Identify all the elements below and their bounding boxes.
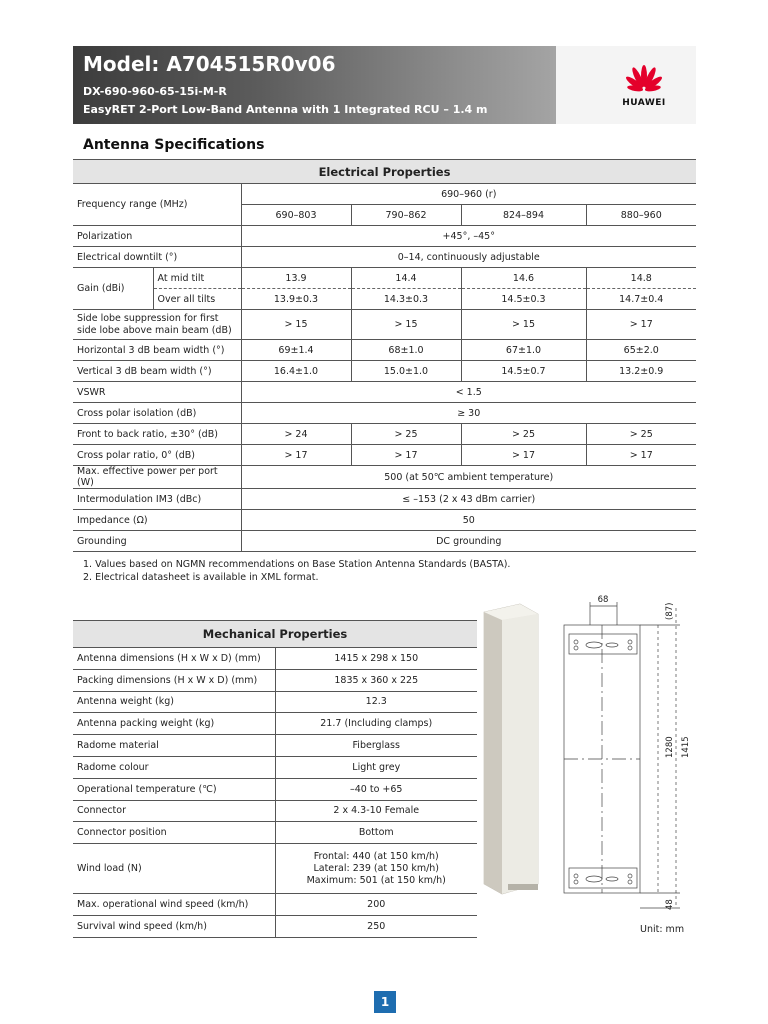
vswr-value: < 1.5: [241, 382, 696, 403]
wind-load-line: Frontal: 440 (at 150 km/h): [313, 850, 439, 862]
dim-bottom-label: 48: [665, 899, 675, 910]
sidelobe-cell: > 15: [351, 310, 461, 340]
polarization-value: +45°, –45°: [241, 226, 696, 247]
mech-value: –40 to +65: [275, 778, 477, 800]
xpol-value: ≥ 30: [241, 403, 696, 424]
gain-all-cell: 14.3±0.3: [351, 289, 461, 310]
hbeam-cell: 69±1.4: [241, 340, 351, 361]
grounding-label: Grounding: [73, 531, 241, 552]
vswr-label: VSWR: [73, 382, 241, 403]
gain-all-cell: 14.5±0.3: [461, 289, 586, 310]
mech-label: Operational temperature (℃): [73, 778, 275, 800]
impedance-label: Impedance (Ω): [73, 510, 241, 531]
model-title: Model: A704515R0v06: [83, 52, 336, 76]
band-cell: 690–803: [241, 205, 351, 226]
cpr-cell: > 17: [351, 445, 461, 466]
wind-load-label: Wind load (N): [73, 844, 275, 894]
electrical-heading: Electrical Properties: [73, 160, 696, 184]
footnote: 1. Values based on NGMN recommendations on Base Station Antenna Standards (BASTA).: [83, 559, 511, 570]
mech-label: Survival wind speed (km/h): [73, 915, 275, 937]
vbeam-label: Vertical 3 dB beam width (°): [73, 361, 241, 382]
model-description: EasyRET 2-Port Low-Band Antenna with 1 Integrated RCU – 1.4 m: [83, 103, 488, 116]
hbeam-label: Horizontal 3 dB beam width (°): [73, 340, 241, 361]
mechanical-heading: Mechanical Properties: [73, 621, 477, 648]
polarization-label: Polarization: [73, 226, 241, 247]
gain-label: Gain (dBi): [73, 268, 153, 310]
antenna-outline: [564, 602, 680, 908]
gain-mid-cell: 14.4: [351, 268, 461, 289]
vbeam-cell: 16.4±1.0: [241, 361, 351, 382]
gain-mid-cell: 14.8: [586, 268, 696, 289]
electrical-properties-table: [73, 159, 696, 552]
mech-label: Antenna weight (kg): [73, 691, 275, 713]
gain-mid-cell: 13.9: [241, 268, 351, 289]
mech-value: 12.3: [275, 691, 477, 713]
freq-label: Frequency range (MHz): [73, 184, 241, 226]
mech-label: Radome material: [73, 735, 275, 757]
antenna-drawing: [480, 590, 700, 940]
xpol-label: Cross polar isolation (dB): [73, 403, 241, 424]
header-logo-panel: [556, 46, 696, 124]
mech-value: 1415 x 298 x 150: [275, 648, 477, 670]
im3-label: Intermodulation IM3 (dBc): [73, 489, 241, 510]
mech-value: Bottom: [275, 822, 477, 844]
gain-mid-cell: 14.6: [461, 268, 586, 289]
band-cell: 880–960: [586, 205, 696, 226]
cpr-cell: > 17: [461, 445, 586, 466]
mech-label: Radome colour: [73, 756, 275, 778]
hbeam-cell: 65±2.0: [586, 340, 696, 361]
cpr-label: Cross polar ratio, 0° (dB): [73, 445, 241, 466]
cpr-cell: > 17: [241, 445, 351, 466]
wind-load-value: [275, 844, 477, 894]
ftb-cell: > 24: [241, 424, 351, 445]
mech-label: Max. operational wind speed (km/h): [73, 894, 275, 916]
mech-label: Connector position: [73, 822, 275, 844]
downtilt-value: 0–14, continuously adjustable: [241, 247, 696, 268]
brand-name: HUAWEI: [622, 98, 666, 108]
sidelobe-cell: > 15: [241, 310, 351, 340]
freq-total: 690–960 (r): [241, 184, 696, 205]
gain-mid-label: At mid tilt: [153, 268, 241, 289]
downtilt-label: Electrical downtilt (°): [73, 247, 241, 268]
dim-mid-label: 1280: [665, 736, 675, 758]
band-cell: 824–894: [461, 205, 586, 226]
mech-value: 21.7 (Including clamps): [275, 713, 477, 735]
mech-label: Connector: [73, 800, 275, 822]
footnotes: [83, 558, 510, 584]
ftb-cell: > 25: [586, 424, 696, 445]
power-label: Max. effective power per port (W): [73, 466, 241, 489]
unit-label: Unit: mm: [640, 924, 685, 935]
sidelobe-label: [73, 310, 241, 340]
sidelobe-cell: > 15: [461, 310, 586, 340]
gain-all-cell: 14.7±0.4: [586, 289, 696, 310]
sidelobe-label-line2: side lobe above main beam (dB): [77, 324, 232, 336]
antenna-render: [484, 604, 538, 894]
page-number: 1: [374, 991, 396, 1013]
wind-load-line: Maximum: 501 (at 150 km/h): [306, 874, 446, 886]
hbeam-cell: 67±1.0: [461, 340, 586, 361]
ftb-cell: > 25: [351, 424, 461, 445]
mech-value: 250: [275, 915, 477, 937]
ftb-cell: > 25: [461, 424, 586, 445]
impedance-value: 50: [241, 510, 696, 531]
ftb-label: Front to back ratio, ±30° (dB): [73, 424, 241, 445]
section-title: Antenna Specifications: [83, 137, 265, 153]
mech-label: Antenna packing weight (kg): [73, 713, 275, 735]
mech-label: Antenna dimensions (H x W x D) (mm): [73, 648, 275, 670]
footnote: 2. Electrical datasheet is available in XML format.: [83, 572, 319, 583]
hbeam-cell: 68±1.0: [351, 340, 461, 361]
vbeam-cell: 15.0±1.0: [351, 361, 461, 382]
dim-top-label: (87): [665, 602, 675, 620]
mech-value: 200: [275, 894, 477, 916]
vbeam-cell: 13.2±0.9: [586, 361, 696, 382]
huawei-flower-icon: [622, 62, 666, 96]
im3-value: ≤ –153 (2 x 43 dBm carrier): [241, 489, 696, 510]
huawei-logo: [614, 62, 674, 112]
wind-load-line: Lateral: 239 (at 150 km/h): [313, 862, 440, 874]
sidelobe-cell: > 17: [586, 310, 696, 340]
gain-all-label: Over all tilts: [153, 289, 241, 310]
grounding-value: DC grounding: [241, 531, 696, 552]
mech-label: Packing dimensions (H x W x D) (mm): [73, 669, 275, 691]
cpr-cell: > 17: [586, 445, 696, 466]
vbeam-cell: 14.5±0.7: [461, 361, 586, 382]
mech-value: 2 x 4.3-10 Female: [275, 800, 477, 822]
dim-width-label: 68: [597, 595, 609, 605]
band-cell: 790–862: [351, 205, 461, 226]
dim-total-label: 1415: [681, 736, 691, 758]
sidelobe-label-line1: Side lobe suppression for first: [77, 312, 219, 324]
model-subtitle: DX-690-960-65-15i-M-R: [83, 85, 227, 98]
mech-value: Fiberglass: [275, 735, 477, 757]
power-value: 500 (at 50℃ ambient temperature): [241, 466, 696, 489]
gain-all-cell: 13.9±0.3: [241, 289, 351, 310]
document-header: [73, 46, 696, 124]
mech-value: 1835 x 360 x 225: [275, 669, 477, 691]
mechanical-properties-table: [73, 620, 477, 938]
mech-value: Light grey: [275, 756, 477, 778]
